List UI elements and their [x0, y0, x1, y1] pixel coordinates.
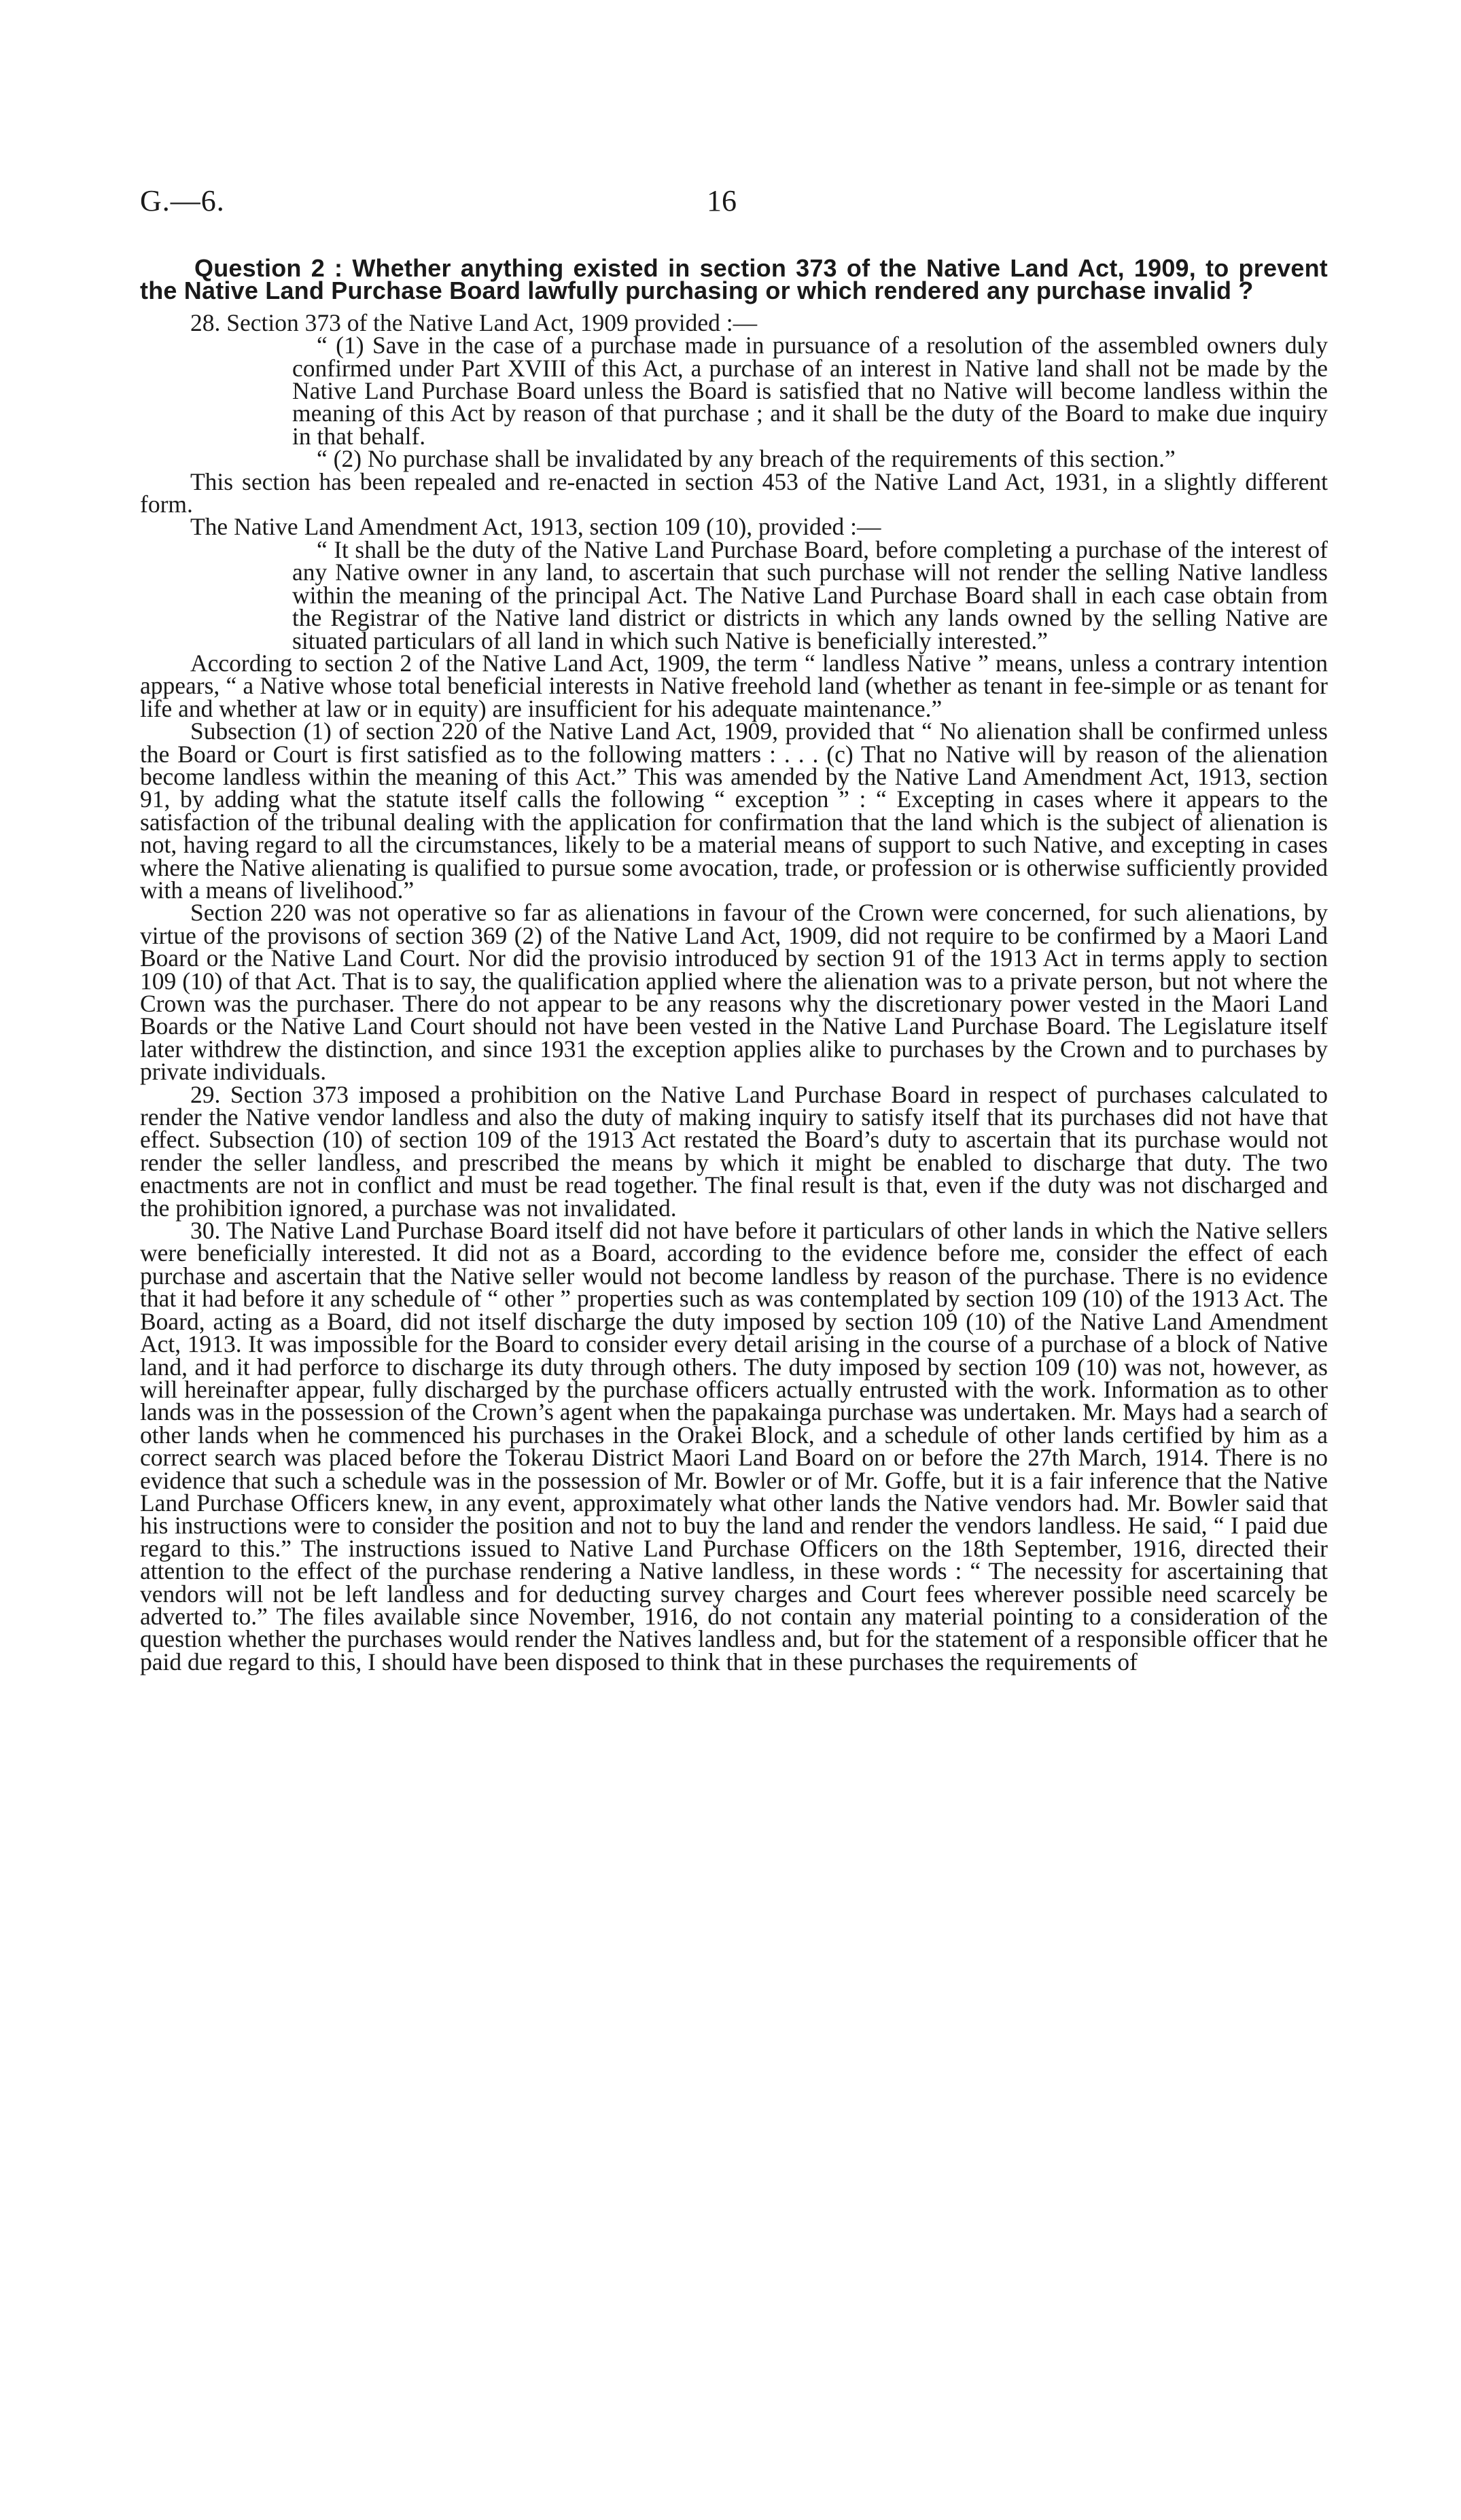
paragraph-28-intro: 28. Section 373 of the Native Land Act, 1909 provided :— [190, 308, 758, 336]
paragraph-section-220-crown: Section 220 was not operative so far as alienations in favour of the Crown were concerned, for such alienations, by virtue of the provisons of section 369 (2) of the Native Land Act, 1909, did not require to be confirmed by a Maori Land Board or the Native Land Court. Nor did the provisio introduced by section 91 of the 1913 Act in terms apply to section 109 (10) of that Act. That is to say, the qualification applied where the alienation was to a private person, but not where the Crown was the purchaser. There do not appear to be any reasons why the discretionary power vested in the Maori Land Boards or the Native Land Court should not have been vested in the Native Land Purchase Board. The Legislature itself later withdrew the distinction, and since 1931 the exception applies alike to purchases by the Crown and to purchases by private individuals. [140, 899, 1328, 1086]
paragraph-29: 29. Section 373 imposed a prohibition on the Native Land Purchase Board in respect of purchases calculated to render the Native vendor landless and also the duty of making inquiry to satisfy itself that its purchases did not have that effect. Subsection (10) of section 109 of the 1913 Act restated the Board’s duty to ascertain that its purchase would not render the seller landless, and prescribed the means by which it might be enabled to discharge that duty. The two enactments are not in conflict and must be read together. The final result is that, even if the duty was not discharged and the prohibition ignored, a purchase was not invalidated. [140, 1080, 1328, 1222]
paragraph-section-220: Subsection (1) of section 220 of the Native Land Act, 1909, provided that “ No alienation shall be confirmed unless the Board or Court is first satisfied as to the following matters : . . . (c) That no Native will by reason of the alienation become landless within the meaning of this Act.” This was amended by the Native Land Amendment Act, 1913, section 91, by adding what the statute itself calls the following “ exception ” : “ Excepting in cases where it appears to the satisfaction of the tribunal dealing with the application for confirmation that the land which is the subject of alienation is not, having regard to all the circumstances, likely to be a material means of support to such Native, and excepting in cases where the Native alienating is qualified to pursue some avocation, trade, or profession or is otherwise sufficiently provided with a means of livelihood.” [140, 717, 1328, 904]
page-number: 16 [707, 184, 737, 217]
paragraph-amendment-intro: The Native Land Amendment Act, 1913, section 109 (10), provided :— [190, 513, 881, 541]
question-heading: Question 2 : Whether anything existed in section 373 of the Native Land Act, 1909, to prevent the Native Land Purchase Board lawfully purchasing or which rendered any purchase invalid ? [140, 254, 1328, 305]
document-body [140, 254, 1328, 1675]
document-reference: G.—6. [140, 184, 225, 217]
quote-section-373-1: “ (1) Save in the case of a purchase made in pursuance of a resolution of the assembled owners duly confirmed under Part XVIII of this Act, a purchase of an interest in Native land shall not be made by the Native Land Purchase Board unless the Board is satisfied that no Native will become landless within the meaning of this Act by reason of that purchase ; and it shall be the duty of the Board to make due inquiry in that behalf. [292, 332, 1328, 450]
quote-section-109-10: “ It shall be the duty of the Native Land Purchase Board, before completing a purchase of the interest of any Native owner in any land, to ascertain that such purchase will not render the selling Native landless within the meaning of the principal Act. The Native Land Purchase Board shall in each case obtain from the Registrar of the Native land district or districts in which any lands owned by the selling Native are situated particulars of all land in which such Native is beneficially interested.” [292, 535, 1328, 654]
quote-section-373-2: “ (2) No purchase shall be invalidated by any breach of the requirements of this section.” [317, 445, 1176, 473]
paragraph-30: 30. The Native Land Purchase Board itself did not have before it particulars of other lands in which the Native sellers were beneficially interested. It did not as a Board, according to the evidence before me, consider the effect of each purchase and ascertain that the Native seller would not become landless by reason of the purchase. There is no evidence that it had before it any schedule of “ other ” properties such as was contemplated by section 109 (10) of the 1913 Act. The Board, acting as a Board, did not itself discharge the duty imposed by section 109 (10) of the Native Land Amendment Act, 1913. It was impossible for the Board to consider every detail arising in the course of a purchase of a block of Native land, and it had perforce to discharge its duty through others. The duty imposed by section 109 (10) was not, however, as will hereinafter appear, fully discharged by the purchase officers actually entrusted with the work. Information as to other lands was in the possession of the Crown’s agent when the papakainga purchase was undertaken. Mr. Mays had a search of other lands when he commenced his purchases in the Orakei Block, and a schedule of other lands certified by him as a correct search was placed before the Tokerau District Maori Land Board on or before the 27th March, 1914. There is no evidence that such a schedule was in the possession of Mr. Bowler or of Mr. Goffe, but it is a fair inference that the Native Land Purchase Officers knew, in any event, approximately what other lands the Native vendors had. Mr. Bowler said that his instructions were to consider the position and not to buy the land and render the vendors landless. He said, “ I paid due regard to this.” The instructions issued to Native Land Purchase Officers on the 18th September, 1916, directed their attention to the effect of the purchase rendering a Native landless, in these words : “ The necessity for ascertaining that vendors will not be left landless and for deducting survey charges and Court fees wherever possible need scarcely be adverted to.” The files available since November, 1916, do not contain any material pointing to a consideration of the question whether the purchases would render the Natives landless and, but for the statement of a responsible officer that he paid due regard to this, I should have been disposed to think that in these purchases the requirements of [140, 1217, 1328, 1675]
paragraph-repeal-note: This section has been repealed and re-enacted in section 453 of the Native Land Act, 1931, in a slightly different form. [140, 467, 1328, 518]
paragraph-landless-definition: According to section 2 of the Native Land Act, 1909, the term “ landless Native ” means, unless a contrary intention appears, “ a Native whose total beneficial interests in Native freehold land (whether as tenant in fee-simple or as tenant for life and whether at law or in equity) are insufficient for his adequate maintenance.” [140, 649, 1328, 722]
